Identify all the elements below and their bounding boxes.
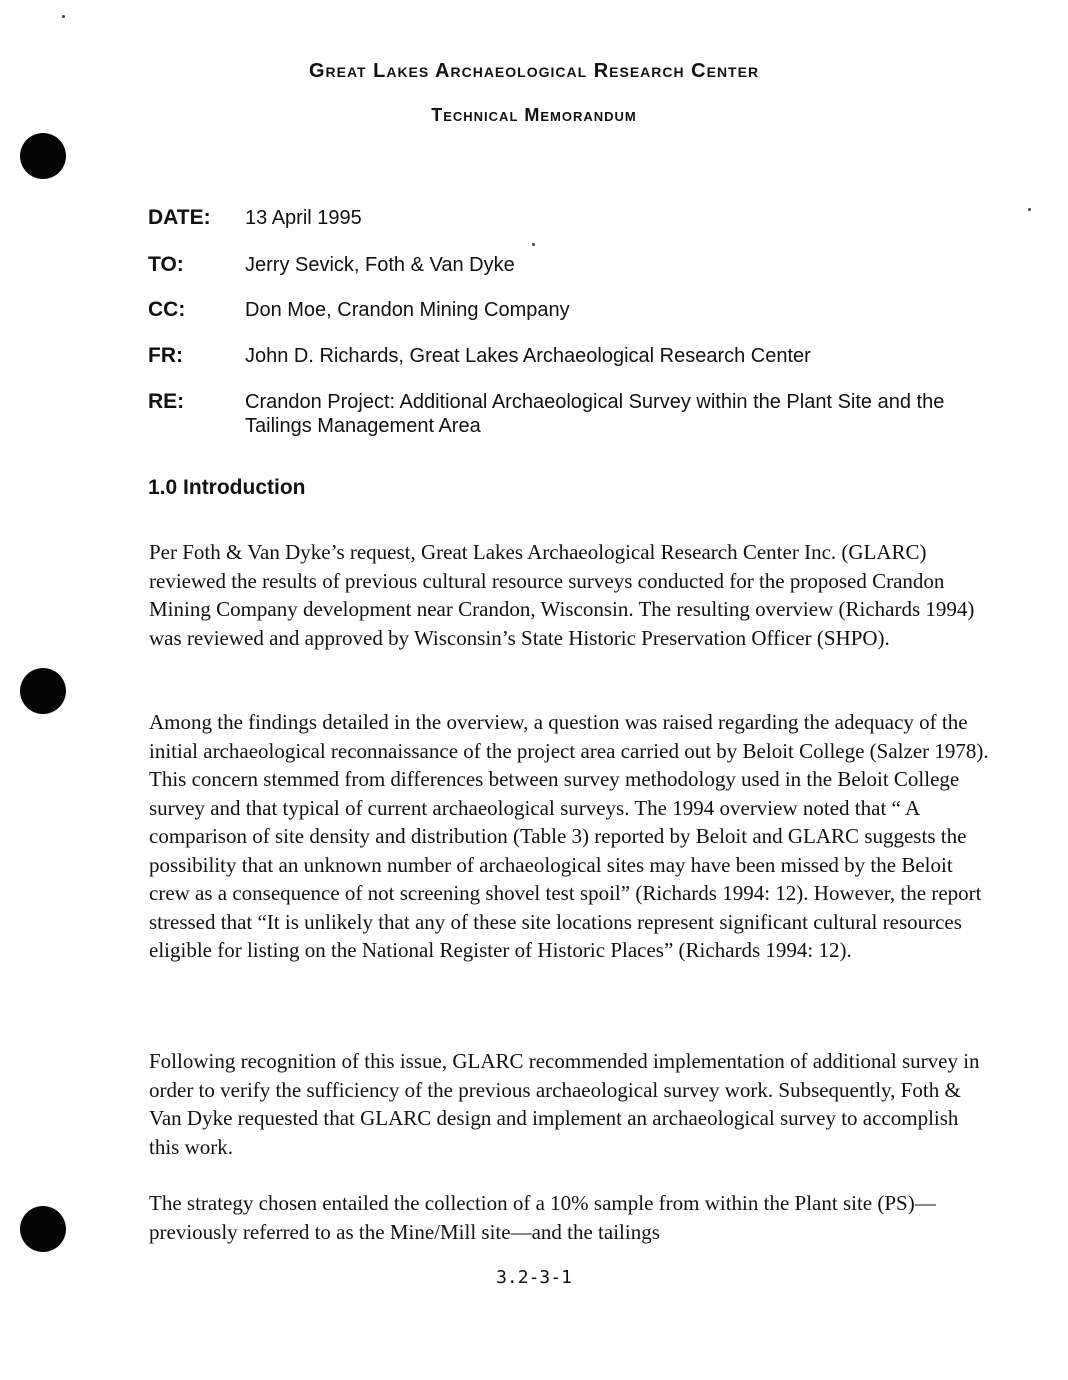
from-label: FR: xyxy=(148,344,183,367)
scan-speck xyxy=(62,15,65,18)
re-value: Crandon Project: Additional Archaeological Survey within the Plant Site and the Tailings Management Area xyxy=(245,391,945,437)
date-value: 13 April 1995 xyxy=(245,207,362,229)
scan-speck xyxy=(1028,208,1031,211)
paragraph-4: The strategy chosen entailed the collection of a 10% sample from within the Plant site (PS)—previously referred to as the Mine/Mill site—and the tailings xyxy=(149,1191,936,1244)
cc-value: Don Moe, Crandon Mining Company xyxy=(245,299,570,321)
paragraph-1: Per Foth & Van Dyke’s request, Great Lakes Archaeological Research Center Inc. (GLARC) reviewed the results of previous cultural resource surveys conducted for the proposed Crandon Mining Company development near Crandon, Wisconsin. The resulting overview (Richards 1994) was reviewed and approved by Wisconsin’s State Historic Preservation Officer (SHPO). xyxy=(149,540,975,650)
to-value: Jerry Sevick, Foth & Van Dyke xyxy=(245,254,515,276)
scan-speck xyxy=(532,243,535,246)
re-label: RE: xyxy=(148,390,185,413)
paragraph-3: Following recognition of this issue, GLARC recommended implementation of additional survey in order to verify the sufficiency of the previous archaeological survey work. Subsequently, Foth & Van Dyke requested that GLARC design and implement an archaeological survey to accomplish this work. xyxy=(149,1049,980,1159)
to-label: TO: xyxy=(148,253,184,276)
organization-heading: Great Lakes Archaeological Research Center xyxy=(308,60,760,82)
punch-hole-top xyxy=(20,133,66,179)
paragraph-2: Among the findings detailed in the overview, a question was raised regarding the adequacy of the initial archaeological reconnaissance of the project area carried out by Beloit College (Salzer 1978). This concern stemmed from differences between survey methodology used in the Beloit College survey and that typical of current archaeological surveys. The 1994 overview noted that “ A comparison of site density and distribution (Table 3) reported by Beloit and GLARC suggests the possibility that an unknown number of archaeological sites may have been missed by the Beloit crew as a consequence of not screening shovel test spoil” (Richards 1994: 12). However, the report stressed that “It is unlikely that any of these site locations represent significant cultural resources eligible for listing on the National Register of Historic Places” (Richards 1994: 12). xyxy=(149,710,989,962)
punch-hole-middle xyxy=(20,668,66,714)
page-number: 3.2-3-1 xyxy=(496,1267,572,1288)
date-label: DATE: xyxy=(148,206,211,229)
punch-hole-bottom xyxy=(20,1206,66,1252)
document-type-heading: Technical Memorandum xyxy=(431,105,637,125)
section-heading: 1.0 Introduction xyxy=(148,476,306,499)
from-value: John D. Richards, Great Lakes Archaeological Research Center xyxy=(245,345,811,367)
cc-label: CC: xyxy=(148,298,186,321)
